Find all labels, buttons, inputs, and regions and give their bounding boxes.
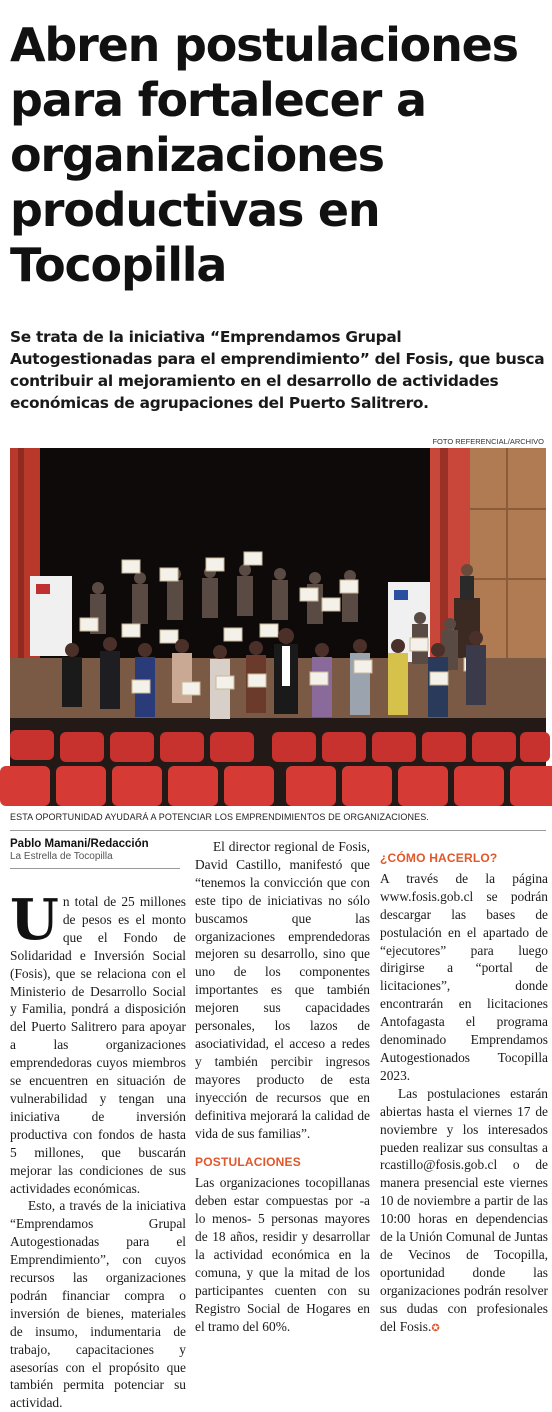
drop-cap: U xyxy=(10,887,59,953)
byline xyxy=(10,838,180,862)
deck: Se trata de la iniciativa “Emprendamos Grupal Autogestionadas para el emprendimiento” del Fosis, que busca contribuir al mejoramiento en el desarrollo de actividades económicas de agrupaciones del Puerto Salitrero. xyxy=(10,328,545,412)
divider xyxy=(10,868,180,869)
headline: Abren postulaciones para fortalecer a organizaciones productivas en Tocopilla xyxy=(10,18,518,292)
column-1 xyxy=(10,887,186,1412)
photo-credit: FOTO REFERENCIAL/ARCHIVO xyxy=(432,437,544,446)
paragraph: El director regional de Fosis, David Castillo, manifestó que “tenemos la convicción que con este tipo de iniciativas no sólo buscamos que las organizaciones emprendedoras mejoren su desarrollo, sino que uno de los componentes importantes es que también mejoren sus capacidades personales, los lazos de asociatividad, el acceso a redes y también percibir ingresos mayores producto de esta inyección de recursos que en definitiva mejorará la calidad de vida de sus familias”. xyxy=(195,839,370,1141)
paragraph: Esto, a través de la iniciativa “Emprendamos Grupal Autogestionadas para el Emprendimiento”, con cuyos recursos las organizaciones podrán financiar compra o inversión de bienes, materiales de insumo, indumentaria de trabajo, capacitaciones y asesorías con el propósito que también permita potenciar su actividad. xyxy=(10,1198,186,1411)
paragraph: Las organizaciones tocopillanas deben estar compuestas por -a lo menos- 5 personas mayores de 18 años, residir y desarrollar la actividad económica en la comuna, y que la mitad de los participantes cuenten con su Registro Social de Hogares en el tramo del 60%. xyxy=(195,1175,370,1334)
subhead-postulaciones: POSTULACIONES xyxy=(195,1155,301,1170)
divider xyxy=(10,830,546,831)
paragraph: Un total de 25 millones de pesos es el monto que el Fondo de Solidaridad e Inversión Social (Fosis), que se relaciona con el Ministerio de Desarrollo Social y Familia, pondrá a disposición del Puerto Salitrero para apoyar a las organizaciones emprendedoras cuyos miembros se encuentren en situación de vulnerabilidad y tengan una iniciativa de inversión productiva con fondos de hasta 5 millones, que buscarán mejorar las condiciones de sus actividades económicas. xyxy=(10,887,186,1196)
author-name: Pablo Mamani/Redacción xyxy=(10,838,149,850)
outlet-name: La Estrella de Tocopilla xyxy=(10,851,113,862)
article-photo xyxy=(10,448,546,806)
paragraph: Las postulaciones estarán abiertas hasta el viernes 17 de noviembre y los interesados pueden realizar sus consultas a rcastillo@fosis.gob.cl o de manera presencial este viernes 10 de noviembre a partir de las 10:00 horas en dependencias de la Unión Comunal de Juntas de Vecinos de Tocopilla, oportunidad donde las organizaciones podrán resolver sus dudas con profesionales del Fosis.✪ xyxy=(380,1085,548,1334)
paragraph: A través de la página www.fosis.gob.cl se podrán descargar las bases de postulación en el apartado de “ejecutores” para luego dirigirse a “portal de licitaciones”, donde encontrarán en licitaciones Antofagasta el programa denominado Emprendamos Autogestionados Tocopilla 2023. xyxy=(380,870,548,1083)
column-3 xyxy=(380,838,548,1337)
end-mark-icon: ✪ xyxy=(431,1322,440,1334)
photo-caption: ESTA OPORTUNIDAD AYUDARÁ A POTENCIAR LOS EMPRENDIMIENTOS DE ORGANIZACIONES. xyxy=(10,812,429,822)
subhead-como-hacerlo: ¿CÓMO HACERLO? xyxy=(380,851,498,865)
group-photo-icon xyxy=(10,448,546,806)
column-2 xyxy=(195,838,370,1335)
